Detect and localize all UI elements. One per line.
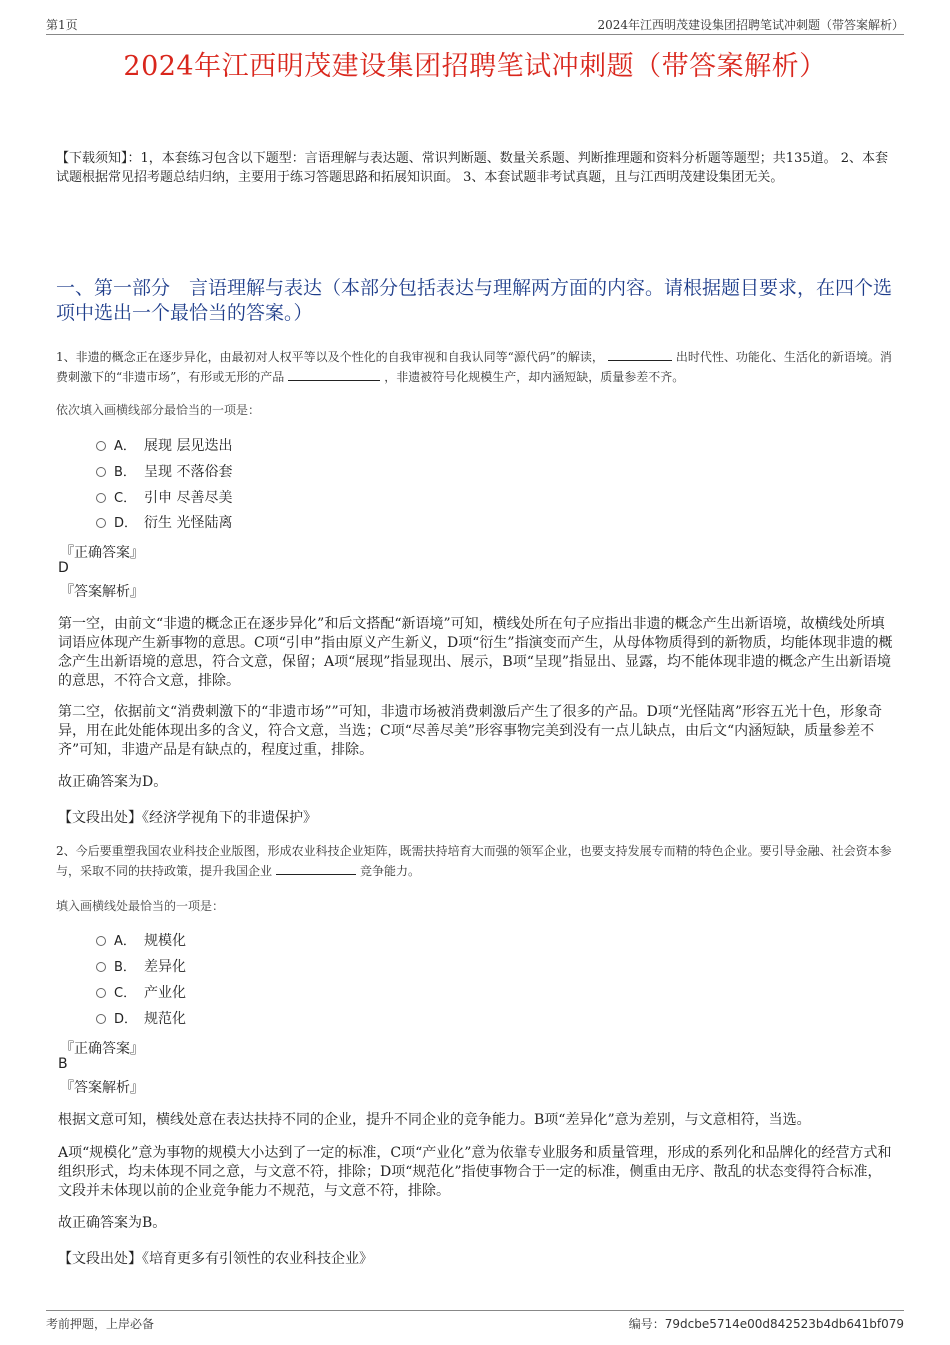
question-2-analysis-label: 『答案解析』 (60, 1080, 144, 1096)
radio-icon[interactable] (96, 467, 106, 477)
question-1-option-c[interactable]: C． 引申 尽善尽美 (96, 488, 232, 508)
question-1-prompt: 依次填入画横线部分最恰当的一项是： (56, 403, 261, 417)
question-1-option-a[interactable]: A． 展现 层见迭出 (96, 436, 232, 456)
radio-icon[interactable] (96, 518, 106, 528)
fill-blank-3 (276, 861, 356, 875)
radio-icon[interactable] (96, 936, 106, 946)
download-notice: 【下载须知】：1，本套练习包含以下题型：言语理解与表达题、常识判断题、数量关系题、判断推理题和资料分析题等题型；共135道。 2、本套试题根据常见招考题总结归纳，主要用于练习答题思路和拓展知识面。 3、本套试题非考试真题，且与江西明茂建设集团无关。 (56, 151, 888, 185)
section-heading: 一、第一部分 言语理解与表达（本部分包括表达与理解两方面的内容。请根据题目要求，在四个选项中选出一个最恰当的答案。） (56, 277, 893, 324)
question-2-answer: B (58, 1056, 68, 1072)
question-2-option-a[interactable]: A． 规模化 (96, 931, 186, 951)
question-2-option-b[interactable]: B． 差异化 (96, 957, 186, 977)
footer-slogan: 考前押题，上岸必备 (46, 1317, 155, 1331)
footer-code (629, 1315, 904, 1332)
question-1-analysis-p1: 第一空，由前文“非遗的概念正在逐步异化”和后文搭配“新语境”可知，横线处所在句子应指出非遗的概念产生出新语境，故横线处所填词语应体现产生新事物的意思。C项“引申”指由原义产生新义，D项“衍生”指演变而产生，从母体物质得到的新物质，均能体现非遗的概念产生出新语境的意思，符合文意，保留；A项“展现”指显现出、展示，B项“呈现”指显出、显露，均不能体现非遗的概念产生出新语境的意思，不符合文意，排除。 (58, 616, 893, 689)
radio-icon[interactable] (96, 988, 106, 998)
question-1-option-b[interactable]: B． 呈现 不落俗套 (96, 462, 232, 482)
question-1-stem-part1: 1、非遗的概念正在逐步异化，由最初对人权平等以及个性化的自我审视和自我认同等“源代码”的解读， (56, 350, 604, 364)
radio-icon[interactable] (96, 493, 106, 503)
radio-icon[interactable] (96, 441, 106, 451)
document-title: 2024年江西明茂建设集团招聘笔试冲刺题（带答案解析） (123, 51, 827, 82)
question-1-stem-part2: 出时代性、功能化、生活化的新语境。消费刺激下的“非遗市场”，有形或无形的产品 (56, 350, 892, 384)
question-2-analysis-p3: 故正确答案为B。 (58, 1215, 167, 1231)
page-number: 第1页 (46, 18, 78, 32)
question-1-answer-label: 『正确答案』 (60, 545, 144, 561)
question-2-analysis-p2: A项“规模化”意为事物的规模大小达到了一定的标准，C项“产业化”意为依靠专业服务和质量管理，形成的系列化和品牌化的经营方式和组织形式，均未体现不同之意，与文意不符，排除；D项“规范化”指使事物合于一定的标准，侧重由无序、散乱的状态变得符合标准，文段并未体现以前的企业竞争能力不规范，与文意不符，排除。 (58, 1145, 892, 1199)
question-1-answer: D (58, 560, 69, 576)
radio-icon[interactable] (96, 962, 106, 972)
question-1-analysis-label: 『答案解析』 (60, 584, 144, 600)
question-1-stem-part3: ，非遗被符号化规模生产，却内涵短缺，质量参差不齐。 (384, 370, 685, 384)
footer-code-label: 编号： (628, 1317, 665, 1331)
question-2-analysis-p1: 根据文意可知，横线处意在表达扶持不同的企业，提升不同企业的竞争能力。B项“差异化”意为差别，与文意相符，当选。 (58, 1112, 811, 1128)
footer-code-value: 79dcbe5714e00d842523b4db641bf079 (664, 1317, 904, 1331)
question-1-analysis-p3: 故正确答案为D。 (58, 774, 168, 790)
question-2-source: 【文段出处】《培育更多有引领性的农业科技企业》 (58, 1251, 373, 1267)
fill-blank-1 (608, 347, 672, 361)
fill-blank-2 (288, 367, 380, 381)
question-1-stem (56, 347, 896, 387)
question-1-source: 【文段出处】《经济学视角下的非遗保护》 (58, 810, 317, 826)
header-doc-title: 2024年江西明茂建设集团招聘笔试冲刺题（带答案解析） (597, 18, 904, 32)
radio-icon[interactable] (96, 1014, 106, 1024)
question-2-prompt: 填入画横线处最恰当的一项是： (56, 899, 225, 913)
question-2-stem-part2: 竞争能力。 (360, 864, 421, 878)
question-1-option-d[interactable]: D． 衍生 光怪陆离 (96, 513, 232, 533)
question-2-stem-part1: 2、今后要重塑我国农业科技企业版图，形成农业科技企业矩阵，既需扶持培育大而强的领军企业，也要支持发展专而精的特色企业。要引导金融、社会资本参与，采取不同的扶持政策，提升我国企业 (56, 844, 892, 878)
question-2-stem (56, 842, 896, 881)
page-header (46, 14, 904, 35)
question-2-option-d[interactable]: D． 规范化 (96, 1009, 186, 1029)
question-1-analysis-p2: 第二空，依据前文“消费刺激下的“非遗市场””可知，非遗市场被消费刺激后产生了很多的产品。D项“光怪陆离”形容五光十色，形象奇异，用在此处能体现出多的含义，符合文意，当选；C项“尽善尽美”形容事物完美到没有一点儿缺点，由后文“内涵短缺，质量参差不齐”可知，非遗产品是有缺点的，程度过重，排除。 (58, 704, 883, 758)
page-footer (46, 1310, 904, 1333)
question-2-answer-label: 『正确答案』 (60, 1041, 144, 1057)
question-2-option-c[interactable]: C． 产业化 (96, 983, 186, 1003)
